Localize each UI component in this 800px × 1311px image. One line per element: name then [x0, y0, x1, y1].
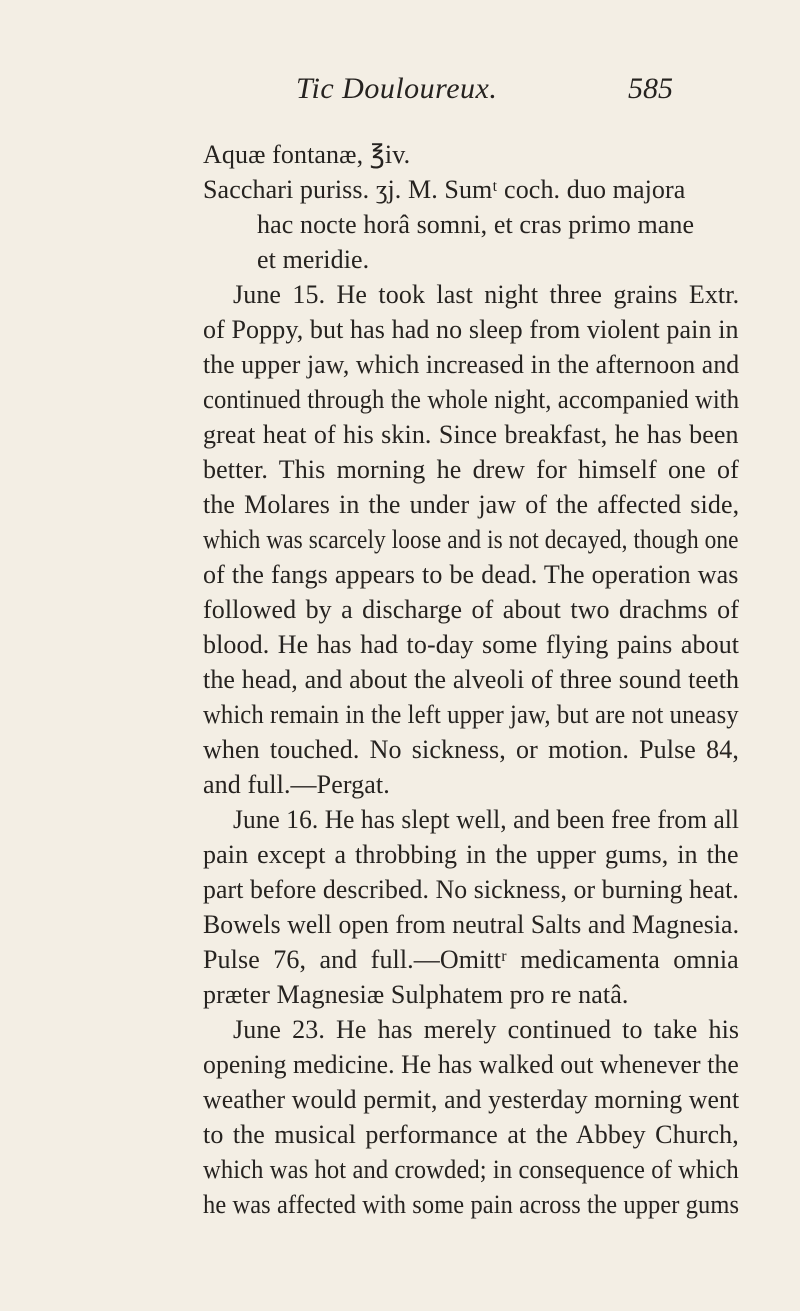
running-title: Tic Douloureux. [296, 72, 498, 105]
paragraph-line: and full.—Pergat. [203, 770, 390, 799]
running-head [0, 72, 800, 112]
paragraph-line: when touched. No sickness, or motion. Pulse 84, [203, 735, 739, 764]
paragraph-line: part before described. No sickness, or burning heat. [203, 875, 739, 904]
paragraph-line: which was hot and crowded; in consequence of which [203, 1155, 739, 1184]
paragraph-line: better. This morning he drew for himself one of [203, 455, 739, 484]
prescription-line: et meridie. [257, 245, 370, 274]
paragraph-line: of Poppy, but has had no sleep from violent pain in [203, 315, 739, 344]
paragraph-line: opening medicine. He has walked out whenever the [203, 1050, 739, 1079]
paragraph-line: followed by a discharge of about two drachms of [203, 595, 739, 624]
paragraph-line: which was scarcely loose and is not decayed, though one [203, 525, 739, 554]
paragraph-line: June 23. He has merely continued to take his [233, 1015, 740, 1044]
paragraph-line: præter Magnesiæ Sulphatem pro re natâ. [203, 980, 629, 1009]
page-number: 585 [628, 72, 673, 105]
paragraph-line: Pulse 76, and full.—Omittʳ medicamenta omnia [203, 945, 739, 974]
paragraph-line: which remain in the left upper jaw, but are not uneasy [203, 700, 739, 729]
paragraph-line: pain except a throbbing in the upper gums, in the [203, 840, 739, 869]
paragraph-line: continued through the whole night, accompanied with [203, 385, 740, 414]
paragraph-line: of the fangs appears to be dead. The operation was [203, 560, 739, 589]
prescription-line: Aquæ fontanæ, ℥iv. [203, 140, 411, 169]
paragraph-line: to the musical performance at the Abbey Church, [203, 1120, 739, 1149]
paragraph-line: June 15. He took last night three grains Extr. [233, 280, 740, 309]
paragraph-line: blood. He has had to-day some flying pains about [203, 630, 740, 659]
paragraph-line: Bowels well open from neutral Salts and Magnesia. [203, 910, 740, 939]
paragraph-line: the upper jaw, which increased in the afternoon and [203, 350, 740, 379]
paragraph-line: weather would permit, and yesterday morning went [203, 1085, 740, 1114]
paragraph-line: he was affected with some pain across the upper gums [203, 1190, 740, 1219]
prescription-line: hac nocte horâ somni, et cras primo mane [257, 210, 695, 239]
paragraph-line: June 16. He has slept well, and been free from all [233, 805, 740, 834]
paragraph-line: the Molares in the under jaw of the affected side, [203, 490, 740, 519]
paragraph-line: great heat of his skin. Since breakfast, he has been [203, 420, 739, 449]
paragraph-line: the head, and about the alveoli of three sound teeth [203, 665, 740, 694]
prescription-line: Sacchari puriss. ʒj. M. Sumᵗ coch. duo majora [203, 175, 686, 204]
